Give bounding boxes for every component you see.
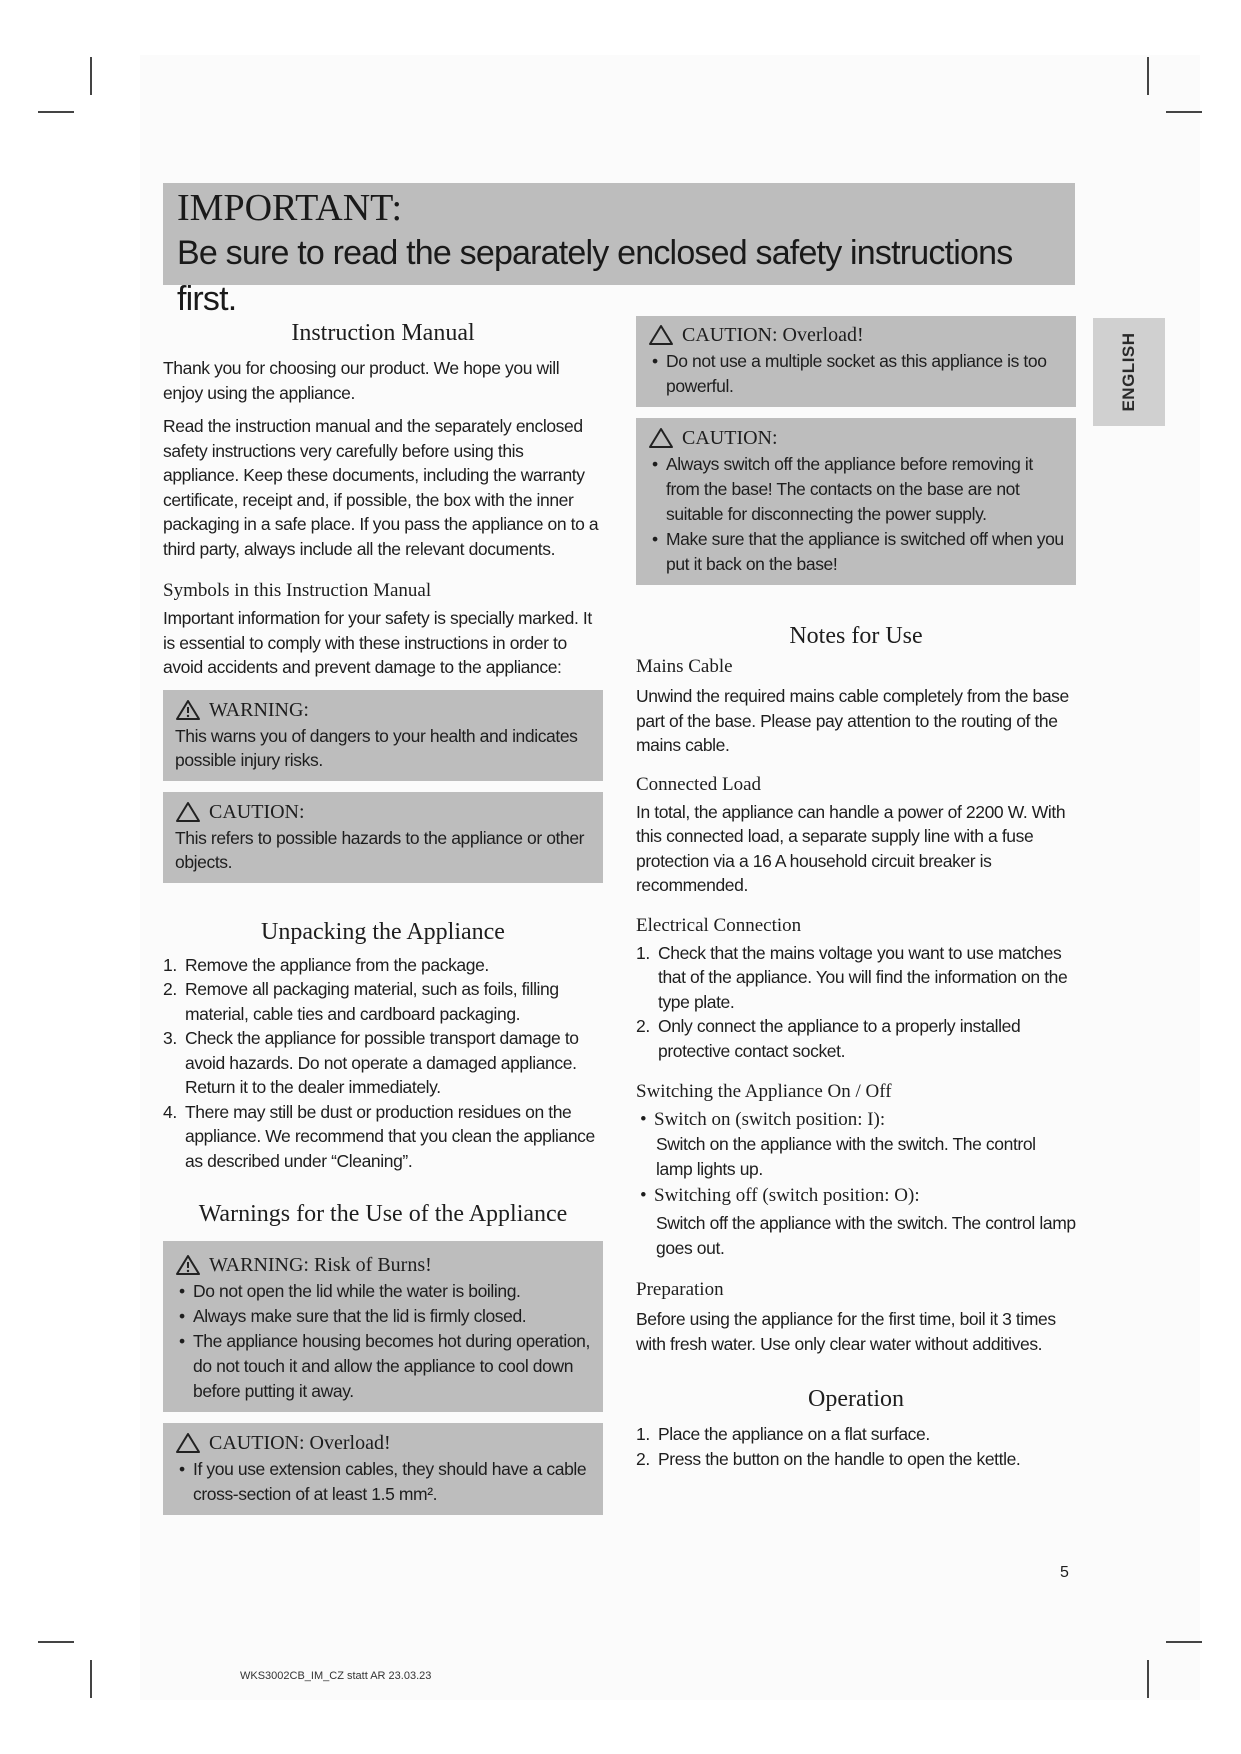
overload-caution-box-right bbox=[636, 316, 1076, 407]
important-subtitle: Be sure to read the separately enclosed safety instructions first. bbox=[177, 234, 1013, 318]
preparation-paragraph: Before using the appliance for the first time, boil it 3 times with fresh water. Use only clear water without additives. bbox=[636, 1309, 1056, 1354]
warning-triangle-icon bbox=[175, 1254, 201, 1276]
language-tab bbox=[1093, 318, 1165, 426]
section-heading-warnings: Warnings for the Use of the Appliance bbox=[198, 1201, 568, 1227]
unpacking-steps bbox=[163, 953, 603, 1174]
list-item: • Do not use a multiple socket as this appliance is too powerful. bbox=[648, 349, 1064, 399]
switching-list bbox=[636, 1107, 1076, 1132]
crop-mark bbox=[38, 1641, 74, 1643]
section-heading-instruction-manual: Instruction Manual bbox=[291, 320, 475, 346]
list-item: • Always make sure that the lid is firmly closed. bbox=[175, 1304, 591, 1329]
intro-paragraph-1: Thank you for choosing our product. We hope you will enjoy using the appliance. bbox=[163, 358, 560, 403]
section-heading-operation: Operation bbox=[808, 1386, 904, 1412]
overload-caution-box bbox=[163, 1423, 603, 1515]
burns-box-title: WARNING: Risk of Burns! bbox=[209, 1254, 432, 1276]
list-item: • Do not open the lid while the water is boiling. bbox=[175, 1279, 591, 1304]
warning-box-title: WARNING: bbox=[209, 698, 309, 721]
caution-triangle-icon bbox=[648, 427, 674, 449]
base-caution-box bbox=[636, 418, 1076, 585]
warning-box-text: This warns you of dangers to your health and indicates possible injury risks. bbox=[175, 725, 578, 770]
caution-triangle-icon bbox=[648, 324, 674, 346]
crop-mark bbox=[1147, 1660, 1149, 1698]
operation-steps bbox=[636, 1422, 1076, 1471]
electrical-steps bbox=[636, 941, 1076, 1064]
section-heading-notes: Notes for Use bbox=[789, 623, 923, 649]
list-item: 2. Only connect the appliance to a properly installed protective contact socket. bbox=[636, 1016, 1021, 1061]
subheading-connected-load: Connected Load bbox=[636, 773, 762, 795]
subheading-symbols: Symbols in this Instruction Manual bbox=[163, 580, 432, 601]
burns-warning-box bbox=[163, 1241, 603, 1412]
caution-box-text: This refers to possible hazards to the appliance or other objects. bbox=[175, 827, 585, 872]
warning-triangle-icon bbox=[175, 699, 201, 721]
crop-mark bbox=[1166, 1641, 1202, 1643]
list-item: 3. Check the appliance for possible transport damage to avoid hazards. Do not operate a damaged appliance. Return it to the dealer immediately. bbox=[163, 1028, 579, 1097]
subheading-switching: Switching the Appliance On / Off bbox=[636, 1081, 892, 1102]
subheading-mains-cable: Mains Cable bbox=[636, 656, 733, 677]
overload-box-title: CAUTION: Overload! bbox=[209, 1432, 391, 1454]
mains-paragraph: Unwind the required mains cable completely from the base part of the base. Please pay attention to the routing of the mains cable. bbox=[636, 686, 1069, 755]
crop-mark bbox=[38, 111, 74, 113]
crop-mark bbox=[1166, 111, 1202, 113]
subheading-electrical-connection: Electrical Connection bbox=[636, 914, 802, 936]
right-column bbox=[636, 316, 1076, 1471]
symbols-paragraph: Important information for your safety is specially marked. It is essential to comply with these instructions in order to avoid accidents and prevent damage to the appliance: bbox=[163, 608, 592, 677]
crop-mark bbox=[90, 1660, 92, 1698]
switch-on-item: • Switch on (switch position: I): bbox=[636, 1107, 1076, 1132]
important-banner bbox=[163, 183, 1075, 318]
base-caution-title: CAUTION: bbox=[682, 427, 778, 449]
caution-triangle-icon bbox=[175, 801, 201, 823]
switch-off-description: Switch off the appliance with the switch. The control lamp goes out. bbox=[656, 1213, 1076, 1258]
crop-mark bbox=[90, 57, 92, 95]
language-tab-label: ENGLISH bbox=[1119, 332, 1138, 412]
intro-paragraph-2: Read the instruction manual and the separately enclosed safety instructions very carefully before using this appliance. Keep these documents, including the warranty certificate, receipt and, if possible, the box with the inner packaging in a safe place. If you pass the appliance on to a third party, always include all the relevant documents. bbox=[163, 416, 599, 559]
overload-box-title: CAUTION: Overload! bbox=[682, 324, 864, 346]
list-item: 1. Check that the mains voltage you want to use matches that of the appliance. You will find the information on the type plate. bbox=[636, 942, 1068, 1012]
caution-triangle-icon bbox=[175, 1432, 201, 1454]
list-item: 2. Press the button on the handle to open the kettle. bbox=[636, 1448, 1021, 1469]
page-number: 5 bbox=[1060, 1564, 1069, 1581]
crop-mark bbox=[1147, 57, 1149, 95]
print-footer: WKS3002CB_IM_CZ statt AR 23.03.23 bbox=[240, 1670, 432, 1682]
important-title: IMPORTANT: bbox=[177, 187, 403, 229]
list-item: 2. Remove all packaging material, such as foils, filling material, cable ties and cardboard packaging. bbox=[163, 979, 559, 1024]
list-item: • Always switch off the appliance before removing it from the base! The contacts on the base are not suitable for disconnecting the power supply. bbox=[648, 452, 1064, 527]
list-item: • Make sure that the appliance is switched off when you put it back on the base! bbox=[648, 527, 1064, 577]
switch-on-description: Switch on the appliance with the switch. The control lamp lights up. bbox=[656, 1134, 1036, 1179]
caution-box bbox=[163, 792, 603, 883]
left-column bbox=[163, 316, 603, 1515]
list-item: 1. Place the appliance on a flat surface. bbox=[636, 1424, 930, 1444]
switching-list-off bbox=[636, 1183, 1076, 1208]
switch-off-item: • Switching off (switch position: O): bbox=[636, 1183, 1076, 1208]
list-item: 1. Remove the appliance from the package. bbox=[163, 954, 489, 975]
warning-box bbox=[163, 690, 603, 781]
load-paragraph: In total, the appliance can handle a power of 2200 W. With this connected load, a separate supply line with a fuse protection via a 16 A household circuit breaker is recommended. bbox=[636, 801, 1066, 895]
section-heading-unpacking: Unpacking the Appliance bbox=[261, 918, 505, 945]
list-item: • The appliance housing becomes hot during operation, do not touch it and allow the appliance to cool down before putting it away. bbox=[175, 1329, 591, 1404]
caution-box-title: CAUTION: bbox=[209, 800, 305, 823]
subheading-preparation: Preparation bbox=[636, 1279, 724, 1300]
list-item: 4. There may still be dust or production residues on the appliance. We recommend that you clean the appliance as described under “Cleaning”. bbox=[163, 1101, 595, 1171]
list-item: • If you use extension cables, they should have a cable cross-section of at least 1.5 mm². bbox=[175, 1457, 591, 1507]
